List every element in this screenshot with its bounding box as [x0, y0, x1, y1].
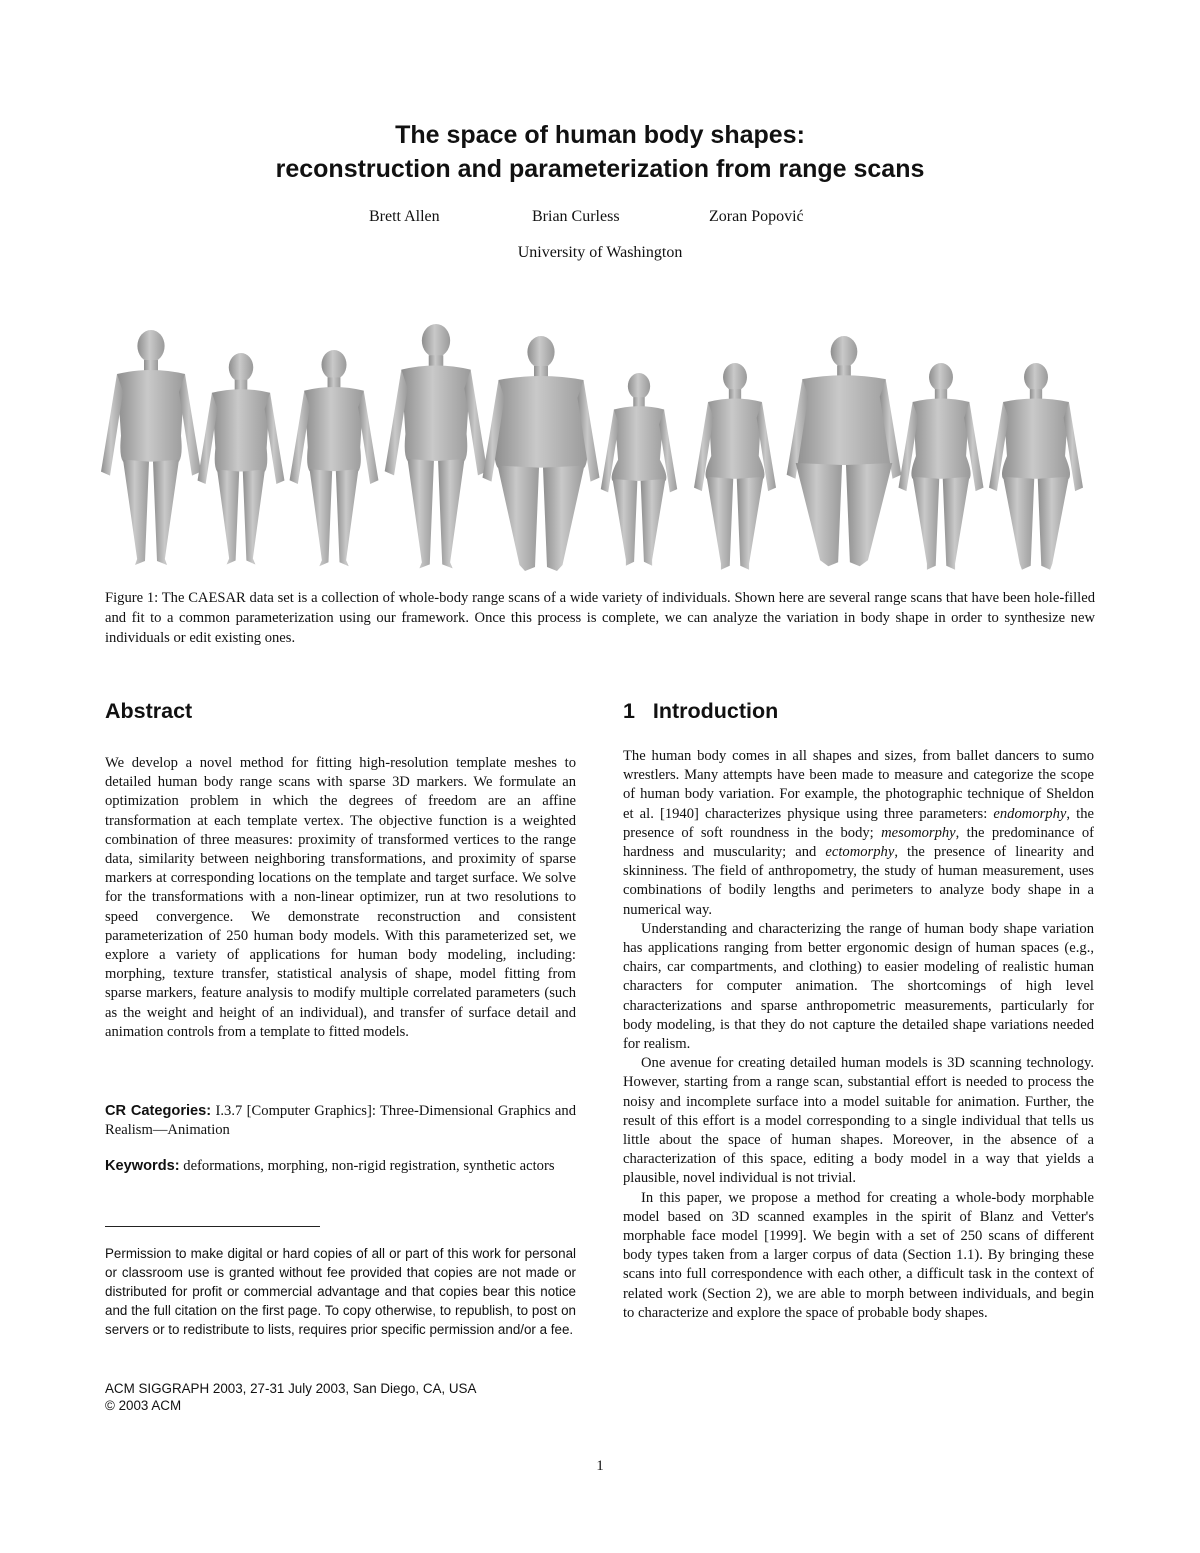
body-torso	[494, 376, 587, 468]
body-scan-4	[385, 324, 488, 568]
affiliation: University of Washington	[517, 244, 683, 261]
introduction-heading	[623, 699, 778, 724]
body-leg-right	[943, 477, 970, 570]
body-torso	[212, 389, 270, 471]
body-leg-left	[498, 466, 539, 571]
body-leg-right	[153, 460, 179, 565]
body-scan-8	[787, 336, 902, 566]
cr-categories-label: CR Categories:	[105, 1103, 212, 1119]
body-arm-right	[464, 370, 487, 476]
body-scan-9	[898, 363, 983, 570]
body-arm-right	[265, 393, 285, 484]
body-leg-left	[217, 469, 239, 564]
body-scan-2	[198, 353, 285, 565]
body-leg-right	[846, 463, 892, 566]
term-ectomorphy: ectomorphy	[825, 844, 895, 861]
conference-info	[105, 1380, 576, 1414]
body-leg-right	[243, 469, 265, 564]
body-leg-right	[438, 459, 464, 569]
body-scan-7	[694, 363, 776, 570]
body-head	[1024, 363, 1048, 391]
body-head	[929, 363, 953, 391]
body-head	[137, 330, 164, 362]
body-scan-3	[290, 350, 379, 566]
body-leg-left	[707, 477, 734, 570]
body-head	[229, 353, 253, 382]
paper-title	[0, 118, 1200, 186]
title-line-2: reconstruction and parameterization from range scans	[275, 155, 925, 183]
copyright-line: © 2003 ACM	[105, 1398, 182, 1413]
body-leg-left	[123, 460, 149, 565]
keywords-text: deformations, morphing, non-rigid registration, synthetic actors	[183, 1158, 555, 1174]
cr-categories-text: I.3.7 [Computer Graphics]: Three-Dimensional Graphics and Realism—Animation	[105, 1103, 576, 1139]
body-leg-right	[336, 469, 359, 566]
body-torso	[304, 387, 363, 471]
body-arm-right	[179, 374, 201, 476]
page-number: 1	[596, 1458, 604, 1474]
title-line-1: The space of human body shapes:	[395, 121, 805, 149]
term-mesomorphy: mesomorphy	[881, 824, 956, 841]
body-head	[831, 336, 858, 367]
body-torso	[117, 370, 185, 462]
body-leg-left	[1003, 477, 1034, 570]
body-leg-left	[310, 469, 333, 566]
abstract-body: We develop a novel method for fitting high-resolution template meshes to detailed human body range scans with sparse 3D markers. We formulate an optimization problem in which the degrees of freedom are an affine transformation at each template vertex. The objective function is a weighted combination of three measures: proximity of transformed vertices to the range data, similarity between neighboring transformations, and proximity of sparse markers at corresponding locations on the template and target surface. We solve for the transformations with a non-linear optimizer, run at two resolutions to speed convergence. We demonstrate reconstruction and consistent parameterization of 250 human body models. With this parameterized set, we explore a variety of applications for human body modeling, including: morphing, texture transfer, statistical analysis of shape, model fitting from sparse markers, feature analysis to modify multiple correlated parameters (such as the weight and height of an individual), and transfer of surface detail and animation controls from a template to fitted models.	[105, 755, 576, 1040]
body-head	[527, 336, 554, 368]
body-arm-right	[358, 391, 378, 484]
body-head	[628, 373, 650, 399]
body-arm-left	[198, 393, 218, 484]
author-2: Brian Curless	[532, 208, 620, 225]
author-3: Zoran Popović	[709, 208, 804, 225]
body-leg-left	[913, 477, 940, 570]
abstract-heading: Abstract	[105, 699, 193, 723]
keywords	[105, 1157, 576, 1176]
body-head	[422, 324, 450, 357]
body-scan-10	[989, 363, 1083, 570]
figure-1-caption: Figure 1: The CAESAR data set is a collection of whole-body range scans of a wide variety of individuals. Shown here are several range scans that have been hole-filled and fit to a common parameterization using our framework. Once this process is complete, we can analyze the variation in body shape in order to synthesize new individuals or edit existing ones.	[105, 590, 1095, 646]
body-arm-left	[101, 374, 123, 476]
body-scan-5	[483, 336, 600, 571]
figure-1-body-scans	[96, 318, 1106, 580]
keywords-label: Keywords:	[105, 1158, 180, 1174]
conference-line: ACM SIGGRAPH 2003, 27-31 July 2003, San Diego, CA, USA	[105, 1381, 477, 1396]
footnote-rule	[105, 1226, 320, 1227]
intro-paragraph-4: In this paper, we propose a method for creating a whole-body morphable model based on 3D scanned examples in the spirit of Blanz and Vetter's morphable face model [1999]. We begin with a set of 250 scans of different body types taken from a larger corpus of data (Section 1.1). By bringing these scans into full correspondence with each other, a difficult task in the context of related work (Section 2), we are able to morph between individuals, and begin to characterize and explore the space of probable body shapes.	[623, 1189, 1094, 1321]
body-leg-right	[737, 477, 764, 570]
body-leg-left	[407, 459, 433, 569]
body-scan-1	[101, 330, 201, 565]
body-torso	[1002, 398, 1070, 478]
body-arm-left	[290, 391, 310, 484]
cr-categories	[105, 1102, 576, 1140]
intro-paragraph-3: One avenue for creating detailed human models is 3D scanning technology. However, starting from a range scan, substantial effort is needed to process the noisy and incomplete surface into a model suitable for animation. Further, the result of this effort is a model corresponding to a single individual that tells us little about the space of human shapes. Moreover, in the absence of a characterization of this space, editing a body model in a way that yields a plausible, novel individual is not trivial.	[623, 1055, 1094, 1187]
body-torso	[401, 366, 470, 461]
author-1: Brett Allen	[369, 208, 440, 225]
intro-p1-text-d: , the presence of linearity and skinniness. The field of anthropometry, the study of human measurement, uses combinations of bodily lengths and perimeters to analyze body shape in a numerical way.	[623, 844, 1094, 918]
body-head	[321, 350, 346, 379]
intro-p1-text-c: , the predominance of hardness and muscularity; and	[623, 824, 1094, 861]
intro-paragraph-2: Understanding and characterizing the range of human body shape variation has applications ranging from better ergonomic design of human spaces (e.g., chairs, car compartments, and clothing) to easier modeling of realistic human characters for computer animation. The shortcomings of high level characterizations and sparse anthropometric measurements, particularly for body modeling, is that they do not capture the detailed shape variations needed for realism.	[623, 920, 1094, 1053]
section-number: 1	[623, 699, 635, 723]
section-title: Introduction	[652, 699, 779, 723]
body-leg-right	[543, 466, 584, 571]
body-leg-right	[1038, 477, 1069, 570]
body-head	[723, 363, 747, 391]
permission-notice: Permission to make digital or hard copies of all or part of this work for personal or classroom use is granted without fee provided that copies are not made or distributed for profit or commercial advantage and that copies bear this notice and the full citation on the first page. To copy otherwise, to republish, to post on servers or to redistribute to lists, requires prior specific permission and/or a fee.	[105, 1246, 576, 1337]
body-torso	[612, 406, 667, 481]
introduction-body	[623, 747, 1094, 1323]
body-arm-left	[385, 370, 408, 476]
body-torso	[911, 398, 970, 478]
body-leg-left	[613, 479, 638, 566]
body-leg-right	[641, 479, 666, 566]
body-torso	[795, 375, 894, 465]
body-leg-left	[796, 463, 842, 566]
body-scan-6	[601, 373, 677, 566]
body-torso	[706, 398, 765, 478]
term-endomorphy: endomorphy	[993, 805, 1067, 822]
intro-paragraph-1	[623, 747, 1094, 920]
intro-p1-text-b: , the presence of soft roundness in the body;	[623, 805, 1094, 841]
intro-p1-text-a: The human body comes in all shapes and sizes, from ballet dancers to sumo wrestlers. Many attempts have been made to measure and categorize the scope of human body variation. For example, the photographic technique of Sheldon et al. [1940] characterizes physique using three parameters:	[623, 748, 1094, 822]
